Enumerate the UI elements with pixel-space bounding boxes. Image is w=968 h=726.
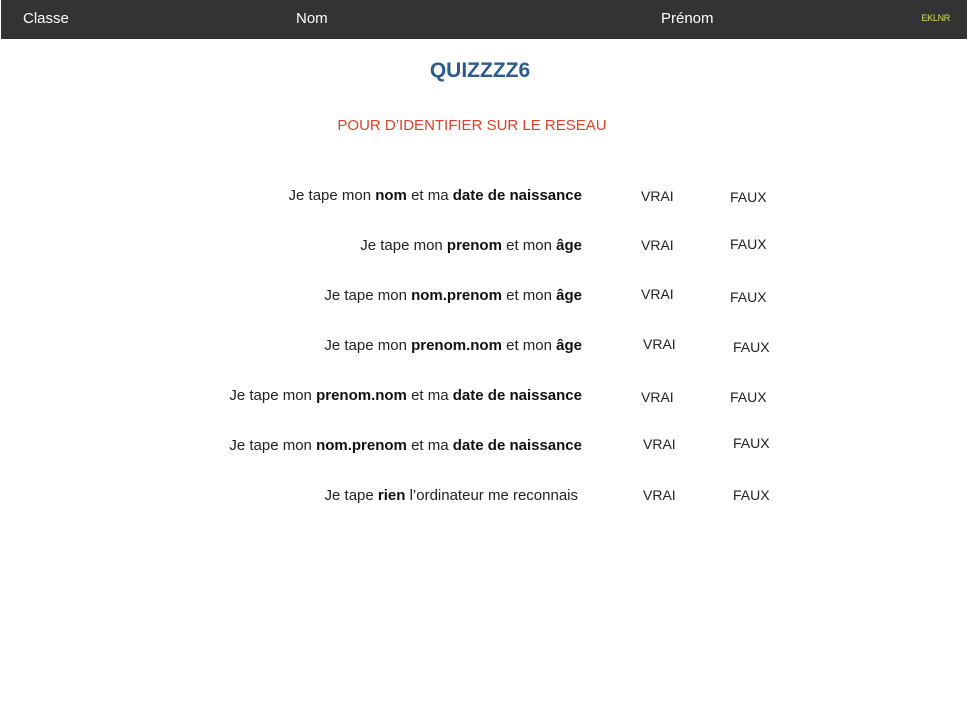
- question-text-part: et ma: [406, 187, 453, 204]
- question-keyword: âge: [556, 237, 582, 254]
- question-7-faux-option[interactable]: FAUX: [733, 487, 770, 503]
- question-5-faux-option[interactable]: FAUX: [730, 389, 767, 405]
- document-code: EKLNR: [921, 13, 950, 23]
- question-keyword: date de naissance: [452, 387, 582, 404]
- question-text-part: Je tape mon: [229, 437, 317, 454]
- question-6: [229, 437, 582, 454]
- question-1-faux-option[interactable]: FAUX: [730, 189, 767, 205]
- question-keyword: prenom: [446, 237, 502, 254]
- question-3-vrai-option[interactable]: VRAI: [641, 286, 674, 302]
- question-1: [289, 187, 582, 204]
- question-keyword: prenom.nom: [411, 337, 502, 354]
- question-4-faux-option[interactable]: FAUX: [733, 339, 770, 355]
- question-6-faux-option[interactable]: FAUX: [733, 435, 770, 451]
- question-text-part: Je tape: [324, 487, 378, 504]
- question-2: [360, 237, 582, 254]
- prenom-field[interactable]: Prénom: [661, 10, 714, 27]
- question-text-part: Je tape mon: [324, 287, 412, 304]
- question-keyword: date de naissance: [452, 437, 582, 454]
- question-text-part: et mon: [501, 337, 557, 354]
- question-5-vrai-option[interactable]: VRAI: [641, 389, 674, 405]
- question-2-faux-option[interactable]: FAUX: [730, 236, 767, 252]
- question-6-vrai-option[interactable]: VRAI: [643, 436, 676, 452]
- question-7: [325, 487, 578, 504]
- question-keyword: prenom.nom: [316, 387, 407, 404]
- question-1-vrai-option[interactable]: VRAI: [641, 188, 674, 204]
- question-keyword: nom.prenom: [316, 437, 407, 454]
- nom-field[interactable]: Nom: [296, 10, 328, 27]
- question-text-part: et mon: [501, 237, 557, 254]
- question-5: [229, 387, 582, 404]
- student-info-bar: [1, 0, 967, 39]
- question-text-part: l’ordinateur me reconnais: [405, 487, 578, 504]
- question-keyword: âge: [556, 287, 582, 304]
- question-text-part: Je tape mon: [229, 387, 317, 404]
- question-keyword: nom.prenom: [411, 287, 502, 304]
- question-text-part: Je tape mon: [288, 187, 376, 204]
- question-text-part: Je tape mon: [360, 237, 447, 254]
- question-3: [324, 287, 582, 304]
- quiz-title: QUIZZZZ6: [429, 59, 531, 82]
- question-keyword: rien: [377, 487, 406, 504]
- question-keyword: nom: [375, 187, 407, 204]
- question-4: [324, 337, 582, 354]
- question-keyword: date de naissance: [452, 187, 582, 204]
- question-text-part: et ma: [406, 387, 453, 404]
- question-7-vrai-option[interactable]: VRAI: [643, 487, 676, 503]
- question-text-part: et ma: [406, 437, 453, 454]
- question-text-part: Je tape mon: [324, 337, 412, 354]
- question-3-faux-option[interactable]: FAUX: [730, 289, 767, 305]
- question-keyword: âge: [556, 337, 582, 354]
- classe-field[interactable]: Classe: [23, 10, 69, 27]
- question-4-vrai-option[interactable]: VRAI: [643, 336, 676, 352]
- question-2-vrai-option[interactable]: VRAI: [641, 237, 674, 253]
- question-text-part: et mon: [501, 287, 557, 304]
- quiz-subtitle: POUR D’IDENTIFIER SUR LE RESEAU: [337, 117, 607, 134]
